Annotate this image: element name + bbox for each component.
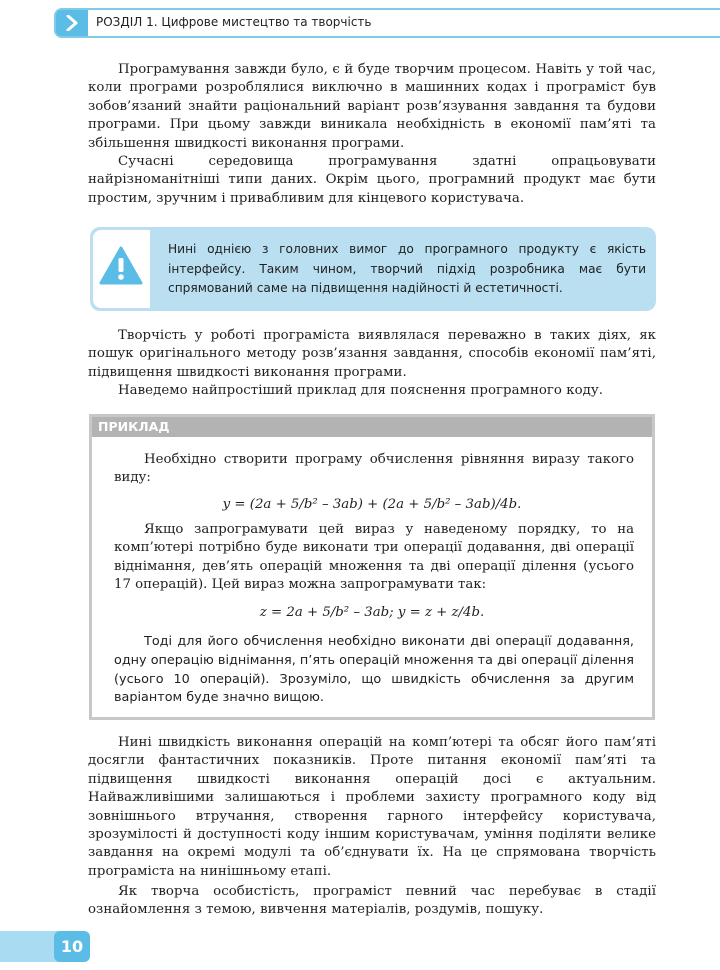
paragraph-programmer-personality: Як творча особистість, програміст певний час перебуває в стадії ознайомлення з темою, вивчення матеріалів, роздумів, пошуку. [88, 884, 656, 918]
warning-icon [99, 246, 143, 286]
paragraph-modern-environments: Сучасні середовища програмування здатні опрацьовувати найрізноманітніші типи даних. Окрім цього, програмний продукт має бути простим, зручним і привабливим для кінцевого користувача. [88, 154, 656, 206]
paragraph-current-state: Нині швидкість виконання операцій на комп’ютері та обсяг його пам’яті досягли фантастичних показників. Проте питання економії пам’яті та підвищення швидкості виконання операцій досі є актуальним. Найважливішими залишаються і проблеми захисту програмного коду від зовнішнього втручання, створення гарного інтерфейсу користувача, зрозумілості й доступності коду іншим користувачам, уміння поділяти велике завдання на окремі модулі та об’єднувати їх. На це спрямована творчість програміста на нинішньому етапі. [88, 735, 656, 879]
chapter-name: Цифрове мистецтво та творчість [161, 15, 372, 29]
formula-1: y = (2a + 5/b² – 3ab) + (2a + 5/b² – 3ab)/4b. [222, 497, 522, 512]
formula-2: z = 2a + 5/b² – 3ab; y = z + z/4b. [259, 605, 485, 620]
chapter-title [96, 15, 371, 29]
paragraph-intro: Програмування завжди було, є й буде творчим процесом. Навіть у той час, коли програми розроблялися виключно в машинних кодах і програміст був зобов’язаний знайти раціональний варіант розв’язування завдання та будови програми. При цьому завжди виникала необхідність в економії пам’яті та збільшення швидкості виконання програми. [88, 62, 656, 151]
page-number: 10 [54, 931, 90, 962]
example-explanation: Якщо запрограмувати цей вираз у наведеному порядку, то на комп’ютері потрібно буде виконати три операції додавання, дві операції віднімання, дев’ять операцій множення та дві операції ділення (усього 17 операцій). Цей вираз можна запрограмувати так: [114, 522, 634, 593]
example-conclusion: Тоді для його обчислення необхідно виконати дві операції додавання, одну операцію віднімання, п’ять операцій множення та дві операції ділення (усього 10 операцій). Зрозуміло, що швидкість обчислення за другим варіантом буде значно вищою. [114, 634, 634, 706]
chapter-tab [56, 10, 88, 36]
chapter-label: РОЗДІЛ 1. [96, 15, 158, 29]
warning-text: Нині однією з головних вимог до програмного продукту є якість інтерфейсу. Таким чином, творчий підхід розробника має бути спрямований саме на підвищення надійності й естетичності. [168, 242, 646, 296]
example-box [89, 414, 655, 720]
paragraph-example-intro: Наведемо найпростіший приклад для пояснення програмного коду. [118, 383, 604, 398]
chevron-right-icon [65, 15, 79, 31]
paragraph-creativity: Творчість у роботі програміста виявлялася переважно в таких діях, як пошук оригінального методу розв’язання завдання, способів економії пам’яті, підвищення швидкості виконання програми. [88, 328, 656, 380]
example-heading: ПРИКЛАД [92, 417, 652, 437]
chapter-header [54, 8, 720, 38]
warning-icon-box [93, 230, 150, 308]
warning-callout [90, 227, 656, 311]
example-task: Необхідно створити програму обчислення рівняння виразу такого виду: [114, 452, 634, 486]
